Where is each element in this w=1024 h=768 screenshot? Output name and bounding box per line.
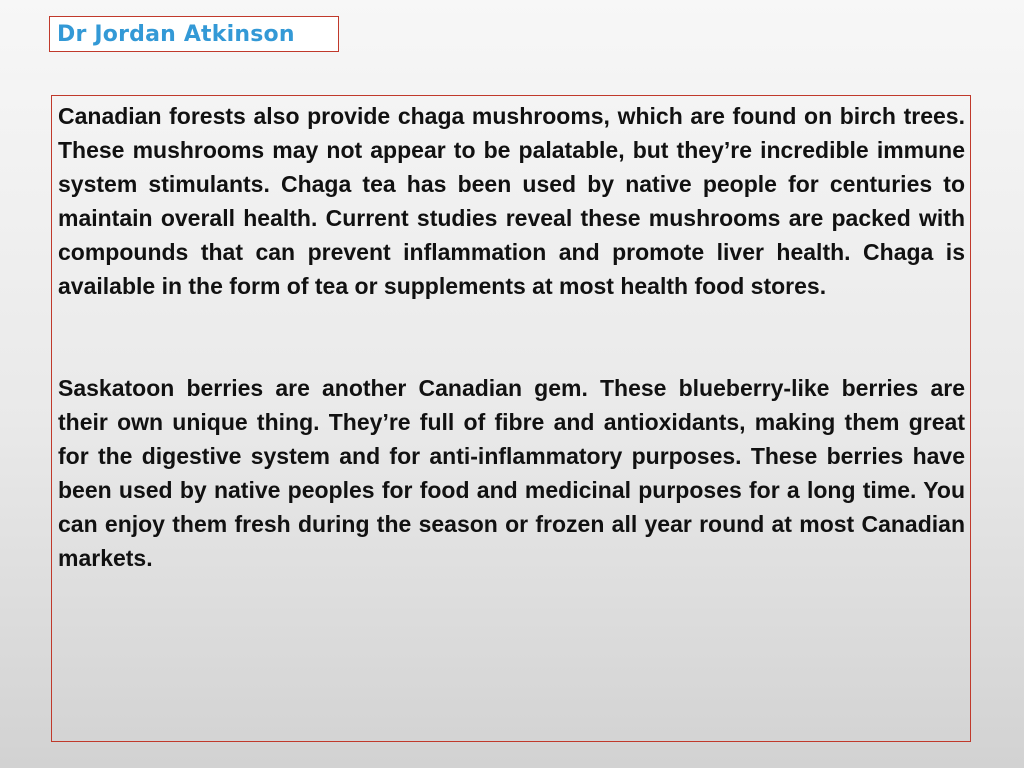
paragraph-saskatoon: Saskatoon berries are another Canadian gem. These blueberry-like berries are their own unique thing. They’re full of fibre and antioxidants, making them great for the digestive system and for anti-inflammatory purposes. These berries have been used by native peoples for food and medicinal purposes for a long time. You can enjoy them fresh during the season or frozen all year round at most Canadian markets. xyxy=(58,375,965,571)
author-name: Dr Jordan Atkinson xyxy=(57,21,295,47)
content-box xyxy=(51,95,971,742)
author-box xyxy=(49,16,339,52)
paragraph-chaga: Canadian forests also provide chaga mushrooms, which are found on birch trees. These mushrooms may not appear to be palatable, but they’re incredible immune system stimulants. Chaga tea has been used by native people for centuries to maintain overall health. Current studies reveal these mushrooms are packed with compounds that can prevent inflammation and promote liver health. Chaga is available in the form of tea or supplements at most health food stores. xyxy=(58,103,965,299)
